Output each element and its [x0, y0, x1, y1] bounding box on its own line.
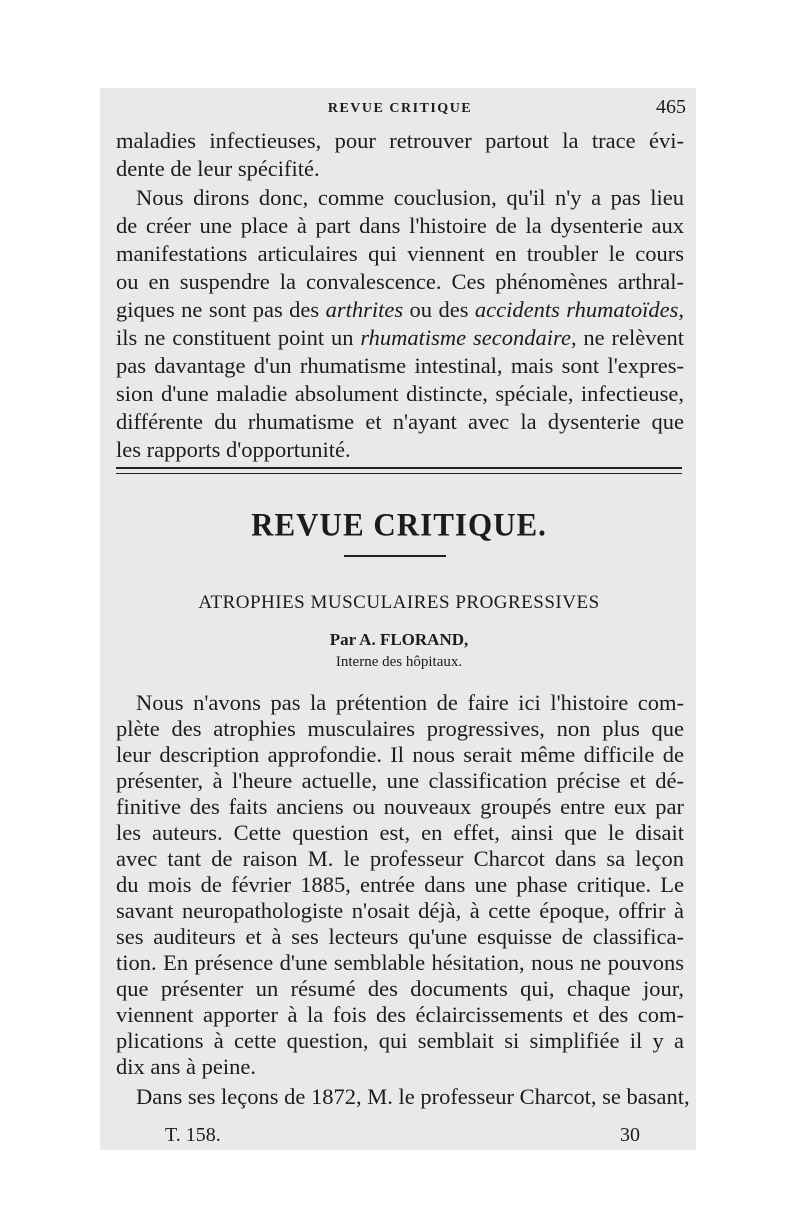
- text-line: dente de leur spécifité.: [116, 156, 320, 181]
- text-line: finitive des faits anciens ou nouveaux groupés entre eux par: [116, 794, 684, 819]
- text-line: leur description approfondie. Il nous serait même difficile de: [116, 742, 684, 767]
- text-line: plète des atrophies musculaires progressives, non plus que: [116, 716, 684, 741]
- text-line: que présenter un résumé des documents qui, chaque jour,: [116, 976, 684, 1001]
- signature-mark: 30: [620, 1124, 640, 1146]
- text-line: tion. En présence d'une semblable hésitation, nous ne pouvons: [116, 950, 684, 975]
- text-line: manifestations articulaires qui viennent en troubler le cours: [116, 241, 684, 266]
- text-line: ses auditeurs et à ses lecteurs qu'une esquisse de classifica-: [116, 924, 684, 949]
- text-line: ils ne constituent point un rhumatisme secondaire, ne relèvent: [116, 325, 684, 350]
- article-title: ATROPHIES MUSCULAIRES PROGRESSIVES: [198, 592, 600, 613]
- text-line: présenter, à l'heure actuelle, une classification précise et dé-: [116, 768, 684, 793]
- author-byline: Par A. FLORAND,: [329, 630, 469, 649]
- text-line: du mois de février 1885, entrée dans une phase critique. Le: [116, 872, 684, 897]
- running-header: REVUE CRITIQUE: [327, 101, 473, 116]
- text-line: sion d'une maladie absolument distincte, spéciale, infectieuse,: [116, 381, 684, 406]
- text-line: giques ne sont pas des arthrites ou des accidents rhumatoïdes,: [116, 297, 684, 322]
- section-title: REVUE CRITIQUE.: [251, 506, 547, 543]
- volume-number: T. 158.: [165, 1124, 221, 1146]
- text-line: Nous n'avons pas la prétention de faire ici l'histoire com-: [136, 690, 684, 715]
- text-line: différente du rhumatisme et n'ayant avec la dysenterie que: [116, 409, 684, 434]
- text-line: dix ans à peine.: [116, 1054, 256, 1079]
- title-underline: [344, 555, 446, 557]
- divider-rule: [116, 473, 682, 474]
- author-affiliation: Interne des hôpitaux.: [335, 654, 463, 670]
- page-number: 465: [656, 96, 686, 118]
- text-line: viennent apporter à la fois des éclaircissements et des com-: [116, 1002, 684, 1027]
- text-line: pas davantage d'un rhumatisme intestinal, mais sont l'expres-: [116, 353, 684, 378]
- text-line: maladies infectieuses, pour retrouver partout la trace évi-: [116, 128, 684, 153]
- text-line: ou en suspendre la convalescence. Ces phénomènes arthral-: [116, 269, 684, 294]
- text-line: savant neuropathologiste n'osait déjà, à cette époque, offrir à: [116, 898, 684, 923]
- text-line: Dans ses leçons de 1872, M. le professeur Charcot, se basant,: [136, 1084, 690, 1109]
- text-line: de créer une place à part dans l'histoire de la dysenterie aux: [116, 213, 684, 238]
- text-line: les rapports d'opportunité.: [116, 437, 351, 462]
- text-line: avec tant de raison M. le professeur Charcot dans sa leçon: [116, 846, 684, 871]
- text-line: plications à cette question, qui semblait si simplifiée il y a: [116, 1028, 684, 1053]
- text-line: Nous dirons donc, comme couclusion, qu'il n'y a pas lieu: [136, 185, 684, 210]
- divider-rule: [116, 467, 682, 469]
- text-line: les auteurs. Cette question est, en effet, ainsi que le disait: [116, 820, 684, 845]
